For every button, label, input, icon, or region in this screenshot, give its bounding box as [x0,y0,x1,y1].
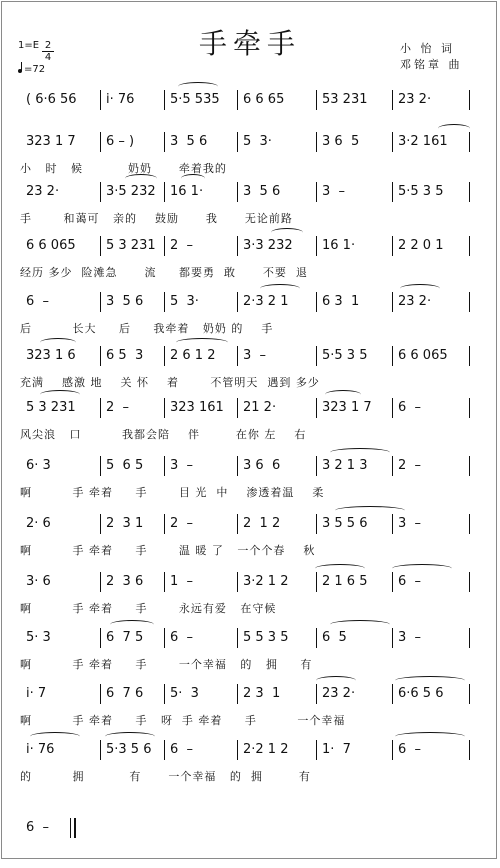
measure-notes: 3 6 6 [243,458,281,473]
bar-line [469,628,470,648]
measure-notes: 6 6 065 [398,348,448,363]
bar-line [237,628,238,648]
measure-notes: 2 3 1 [106,516,144,531]
measure-notes: 2 – [398,458,422,473]
score-system [0,618,500,678]
bar-line [469,398,470,418]
measure-notes: 1· 7 [322,742,351,757]
measure-notes: 16 1· [170,184,204,199]
slur-mark [400,284,440,293]
slur-mark [335,506,405,515]
bar-line [164,346,165,366]
bar-line [392,398,393,418]
bar-line [237,684,238,704]
bar-line [316,740,317,760]
bar-line [316,182,317,202]
measure-notes: 53 231 [322,92,368,107]
bar-line [237,90,238,110]
measure-notes: i· 76 [26,742,55,757]
measure-notes: 2 – [170,516,194,531]
lyrics-line: 啊 手 牵着 手 一个幸福 的 拥 有 [20,658,313,671]
measure-notes: 323 1 7 [26,134,76,149]
quarter-note-icon [18,69,22,73]
bar-line [392,292,393,312]
measure-notes: i· 7 [26,686,47,701]
measure-notes: 3 5 6 [170,134,208,149]
lyrics-line: 充满 感激 地 关 怀 着 不管明天 遇到 多少 [20,376,320,389]
bar-line [392,456,393,476]
bar-line [392,684,393,704]
bar-line [469,182,470,202]
measure-notes: 6 – ) [106,134,135,149]
slur-mark [330,620,390,629]
bar-line [100,236,101,256]
bar-line [237,182,238,202]
bar-line [164,628,165,648]
final-bar-line [74,818,76,838]
bar-line [100,398,101,418]
bar-line [100,292,101,312]
measure-notes: 3·2 1 2 [243,574,289,589]
measure-notes: 3·2 161 [398,134,448,149]
bar-line [237,346,238,366]
bar-line [237,456,238,476]
bar-line [469,236,470,256]
measure-notes: 5 3 231 [26,400,76,415]
slur-mark [392,564,452,573]
measure-notes: 3 5 6 [243,184,281,199]
bar-line [469,684,470,704]
bar-line [469,346,470,366]
bar-line [316,572,317,592]
bar-line [100,182,101,202]
score-system [0,388,500,448]
bar-line [316,90,317,110]
slur-mark [178,82,218,91]
slur-mark [125,174,157,183]
measure-notes: 3 5 6 [106,294,144,309]
measure-notes: 3 – [170,458,194,473]
bar-line [237,398,238,418]
measure-notes: 2 – [106,400,130,415]
measure-notes: 6· 3 [26,458,51,473]
score-system [0,504,500,564]
bar-line [392,132,393,152]
measure-notes: 3 6 5 [322,134,360,149]
bar-line [164,514,165,534]
measure-notes: 2 1 2 [243,516,281,531]
bar-line [392,572,393,592]
bar-line [100,132,101,152]
measure-notes: 6 6 065 [26,238,76,253]
measure-notes: 16 1· [322,238,356,253]
measure-notes: 5 3 231 [106,238,156,253]
bar-line [392,740,393,760]
bar-line [100,572,101,592]
bar-line [237,514,238,534]
measure-notes: 23 2· [26,184,60,199]
measure-notes: 1 – [170,574,194,589]
bar-line [164,572,165,592]
bar-line [100,740,101,760]
bar-line [316,236,317,256]
measure-notes: 5 3· [243,134,272,149]
bar-line [164,132,165,152]
bar-line [237,236,238,256]
measure-notes: 5· 3 [170,686,199,701]
measure-notes: 3 – [243,348,267,363]
bar-line [316,346,317,366]
measure-notes: 6 – [398,400,422,415]
bar-line [164,236,165,256]
composer-credit: 邓铭章 曲 [400,58,463,71]
measure-notes: 323 1 6 [26,348,76,363]
measure-notes: 6 3 1 [322,294,360,309]
bar-line [316,514,317,534]
score-system [0,562,500,622]
measure-notes: 323 1 7 [322,400,372,415]
bar-line [237,572,238,592]
bar-line [316,456,317,476]
measure-notes: 6·6 5 6 [398,686,444,701]
slur-mark [271,228,303,237]
score-system [0,282,500,342]
measure-notes: 3·3 232 [243,238,293,253]
measure-notes: 21 2· [243,400,277,415]
bar-line [164,398,165,418]
slur-mark [30,732,80,741]
tempo-value: =72 [24,64,46,75]
measure-notes: 3 – [322,184,346,199]
bar-line [100,628,101,648]
lyrics-line: 啊 手 牵着 手 永远有爱 在守候 [20,602,277,615]
lyrics-line: 风尖浪 口 我都会陪 伴 在你 左 右 [20,428,307,441]
bar-line [237,292,238,312]
score-system [0,730,500,790]
measure-notes: 2·2 1 2 [243,742,289,757]
time-signature-bottom: 4 [44,52,52,63]
slur-mark [181,174,205,183]
measure-notes: 2 3 1 [243,686,281,701]
bar-line [469,90,470,110]
measure-notes: 2 2 0 1 [398,238,444,253]
bar-line [100,684,101,704]
measure-notes: 2 1 6 5 [322,574,368,589]
bar-line [316,628,317,648]
measure-notes: 3 2 1 3 [322,458,368,473]
slur-mark [105,732,155,741]
bar-line [392,346,393,366]
bar-line [316,292,317,312]
lyrics-line: 啊 手 牵着 手 目 光 中 渗透着温 柔 [20,486,325,499]
lyrics-line: 小 时 候 奶奶 牵着我的 [20,162,227,175]
slur-mark [330,448,390,457]
measure-notes: 23 2· [398,92,432,107]
measure-notes: 6 – [26,294,50,309]
lyricist-credit: 小 怡 词 [400,42,455,55]
lyrics-line: 后 长大 后 我牵着 奶奶 的 手 [20,322,274,335]
time-signature [42,40,54,63]
measure-notes: 5·5 3 5 [322,348,368,363]
score-system [0,674,500,734]
bar-line [70,818,71,838]
bar-line [164,740,165,760]
bar-line [100,90,101,110]
measure-notes: 5· 3 [26,630,51,645]
measure-notes: 2 3 6 [106,574,144,589]
bar-line [316,132,317,152]
bar-line [100,346,101,366]
bar-line [100,456,101,476]
measure-notes: 3·5 232 [106,184,156,199]
lyrics-line: 经历 多少 险滩急 流 都要勇 敢 不要 退 [20,266,308,279]
measure-notes: 6 6 65 [243,92,285,107]
score-system [0,336,500,396]
bar-line [100,514,101,534]
bar-line [164,292,165,312]
bar-line [469,292,470,312]
lyrics-line: 啊 手 牵着 手 呀 手 牵着 手 一个幸福 [20,714,346,727]
measure-notes: 3· 6 [26,574,51,589]
bar-line [164,456,165,476]
measure-notes: 5·3 5 6 [106,742,152,757]
measure-notes: 6 – [398,742,422,757]
measure-notes: 6 – [398,574,422,589]
measure-notes: ( 6·6 56 [26,92,77,107]
bar-line [392,182,393,202]
measure-notes: 3 – [398,516,422,531]
score-system [0,226,500,286]
bar-line [237,740,238,760]
slur-mark [40,338,76,347]
slur-mark [315,564,365,573]
page-title: 手牵手 [198,27,301,60]
score-system [0,446,500,506]
measure-notes: 2· 6 [26,516,51,531]
score-system [0,172,500,232]
measure-notes: 3 – [398,630,422,645]
slur-mark [110,620,154,629]
measure-notes: 6 – [170,742,194,757]
bar-line [392,90,393,110]
slur-mark [176,338,228,347]
slur-mark [438,124,470,133]
measure-notes: 6 7 6 [106,686,144,701]
measure-notes: 6 – [26,820,50,835]
bar-line [164,90,165,110]
slur-mark [395,676,465,685]
key-signature: 1=E [18,40,40,51]
measure-notes: 6 7 5 [106,630,144,645]
tempo-mark [18,64,45,75]
measure-notes: 5·5 535 [170,92,220,107]
lyrics-line: 手 和蔼可 亲的 鼓励 我 无论前路 [20,212,293,225]
measure-notes: 323 161 [170,400,224,415]
bar-line [164,684,165,704]
bar-line [316,684,317,704]
time-signature-top: 2 [42,40,54,52]
bar-line [392,628,393,648]
slur-mark [40,390,80,399]
measure-notes: 5·5 3 5 [398,184,444,199]
bar-line [392,514,393,534]
bar-line [237,132,238,152]
bar-line [392,236,393,256]
measure-notes: 2 6 1 2 [170,348,216,363]
lyrics-line: 啊 手 牵着 手 温 暖 了 一个个春 秋 [20,544,316,557]
bar-line [469,740,470,760]
measure-notes: 6 5 3 [106,348,144,363]
measure-notes: 5 6 5 [106,458,144,473]
slur-mark [395,732,465,741]
slur-mark [325,390,361,399]
bar-line [469,572,470,592]
measure-notes: 23 2· [398,294,432,309]
bar-line [316,398,317,418]
measure-notes: 2·3 2 1 [243,294,289,309]
bar-line [469,132,470,152]
lyrics-line: 的 拥 有 一个幸福 的 拥 有 [20,770,311,783]
score-system [0,808,500,868]
measure-notes: 23 2· [322,686,356,701]
measure-notes: 6 – [170,630,194,645]
slur-mark [316,676,356,685]
measure-notes: i· 76 [106,92,135,107]
measure-notes: 3 5 5 6 [322,516,368,531]
measure-notes: 5 3· [170,294,199,309]
measure-notes: 5 5 3 5 [243,630,289,645]
bar-line [469,456,470,476]
measure-notes: 2 – [170,238,194,253]
bar-line [164,182,165,202]
bar-line [469,514,470,534]
measure-notes: 6 5 [322,630,347,645]
slur-mark [260,284,300,293]
